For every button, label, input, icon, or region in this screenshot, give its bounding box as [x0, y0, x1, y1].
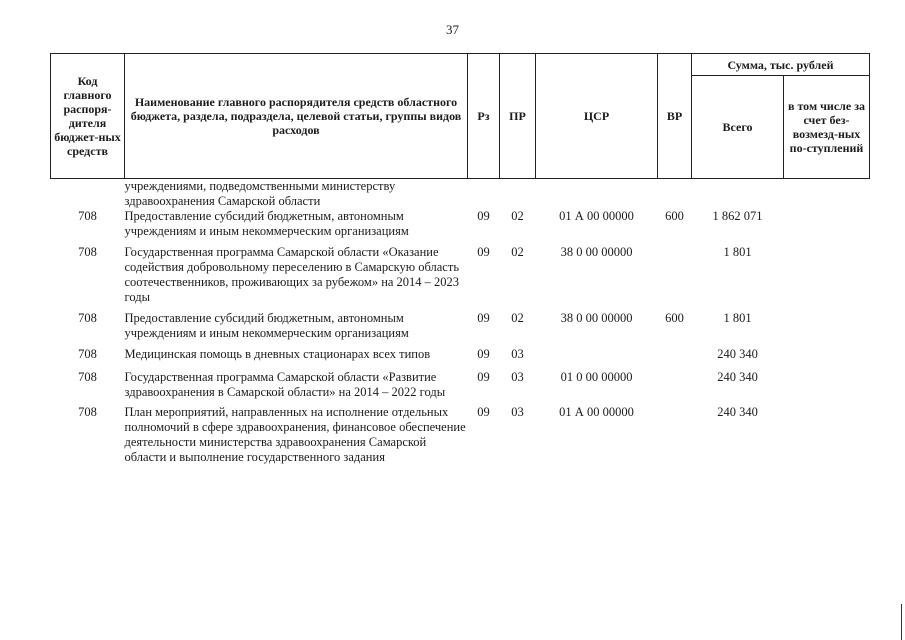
header-rz: Рз [468, 54, 500, 179]
row-vr [658, 239, 692, 305]
table-row [51, 305, 870, 341]
table-header [51, 54, 870, 179]
row-code: 708 [78, 405, 97, 419]
table-row [51, 239, 870, 305]
row-total: 240 340 [717, 347, 758, 361]
row-name: Предоставление субсидий бюджетным, автономным учреждениям и иным некоммерческим организациям [124, 311, 409, 340]
row-pr: 03 [511, 370, 524, 384]
row-total: 240 340 [717, 370, 758, 384]
table-row [51, 179, 870, 210]
header-vr: ВР [658, 54, 692, 179]
row-vr [658, 179, 692, 210]
header-csr: ЦСР [536, 54, 658, 179]
row-vr: 600 [665, 311, 684, 325]
row-code: 708 [78, 209, 97, 223]
row-grants [784, 362, 870, 400]
header-pr: ПР [500, 54, 536, 179]
row-total: 240 340 [717, 405, 758, 419]
row-csr: 38 0 00 00000 [560, 245, 633, 259]
row-rz: 09 [477, 245, 490, 259]
row-name: Государственная программа Самарской области «Оказание содействия добровольному переселению в Самарскую область соотечественников, проживающих за рубежом» на 2014 – 2023 годы [124, 245, 460, 304]
row-name: Предоставление субсидий бюджетным, автономным учреждениям и иным некоммерческим организациям [124, 209, 409, 238]
row-code: 708 [78, 245, 97, 259]
table-row [51, 362, 870, 400]
header-code: Код главного распоря-дителя бюджет-ных средств [51, 54, 125, 179]
table-body [51, 179, 870, 466]
table-row [51, 209, 870, 239]
row-rz: 09 [477, 347, 490, 361]
row-grants [784, 179, 870, 210]
row-pr: 03 [511, 405, 524, 419]
row-vr [658, 400, 692, 465]
header-name: Наименование главного распорядителя средств областного бюджета, раздела, подраздела, целевой статьи, группы видов расходов [125, 54, 468, 179]
row-rz: 09 [477, 405, 490, 419]
row-grants [784, 239, 870, 305]
row-name: учреждениями, подведомственными министерству здравоохранения Самарской области [124, 179, 396, 208]
row-name: Медицинская помощь в дневных стационарах всех типов [124, 347, 431, 361]
row-grants [784, 209, 870, 239]
row-total: 1 862 071 [712, 209, 763, 223]
header-total: Всего [692, 76, 784, 179]
row-vr: 600 [665, 209, 684, 223]
row-csr [536, 179, 658, 210]
table-row [51, 341, 870, 362]
row-grants [784, 400, 870, 465]
header-grants: в том числе за счет без-возмезд-ных по-ступлений [784, 76, 870, 179]
row-vr [658, 362, 692, 400]
row-pr: 02 [511, 311, 524, 325]
row-name: Государственная программа Самарской области «Развитие здравоохранения в Самарской области» на 2014 – 2022 годы [124, 370, 446, 399]
row-code: 708 [78, 370, 97, 384]
row-grants [784, 305, 870, 341]
table-row [51, 400, 870, 465]
row-csr: 01 0 00 00000 [560, 370, 633, 384]
row-total: 1 801 [723, 245, 752, 259]
row-code: 708 [78, 311, 97, 325]
row-total: 1 801 [723, 311, 752, 325]
row-csr: 01 А 00 00000 [559, 405, 634, 419]
row-code: 708 [78, 347, 97, 361]
row-pr: 02 [511, 209, 524, 223]
row-name: План мероприятий, направленных на исполнение отдельных полномочий в сфере здравоохранения, финансовое обеспечение деятельности министерства здравоохранения Самарской области и выполнение государственного задания [124, 405, 466, 464]
row-pr: 03 [511, 347, 524, 361]
row-rz: 09 [477, 311, 490, 325]
row-csr: 38 0 00 00000 [560, 311, 633, 325]
row-pr: 02 [511, 245, 524, 259]
row-total [692, 179, 784, 210]
row-rz [468, 179, 500, 210]
row-rz: 09 [477, 209, 490, 223]
row-csr [536, 341, 658, 362]
header-sum: Сумма, тыс. рублей [692, 54, 870, 76]
row-vr [658, 341, 692, 362]
row-csr: 01 А 00 00000 [559, 209, 634, 223]
page-edge-line [901, 604, 902, 640]
row-rz: 09 [477, 370, 490, 384]
row-grants [784, 341, 870, 362]
page-number: 37 [446, 22, 459, 37]
row-pr [500, 179, 536, 210]
row-code [51, 179, 125, 210]
budget-table [50, 53, 870, 465]
